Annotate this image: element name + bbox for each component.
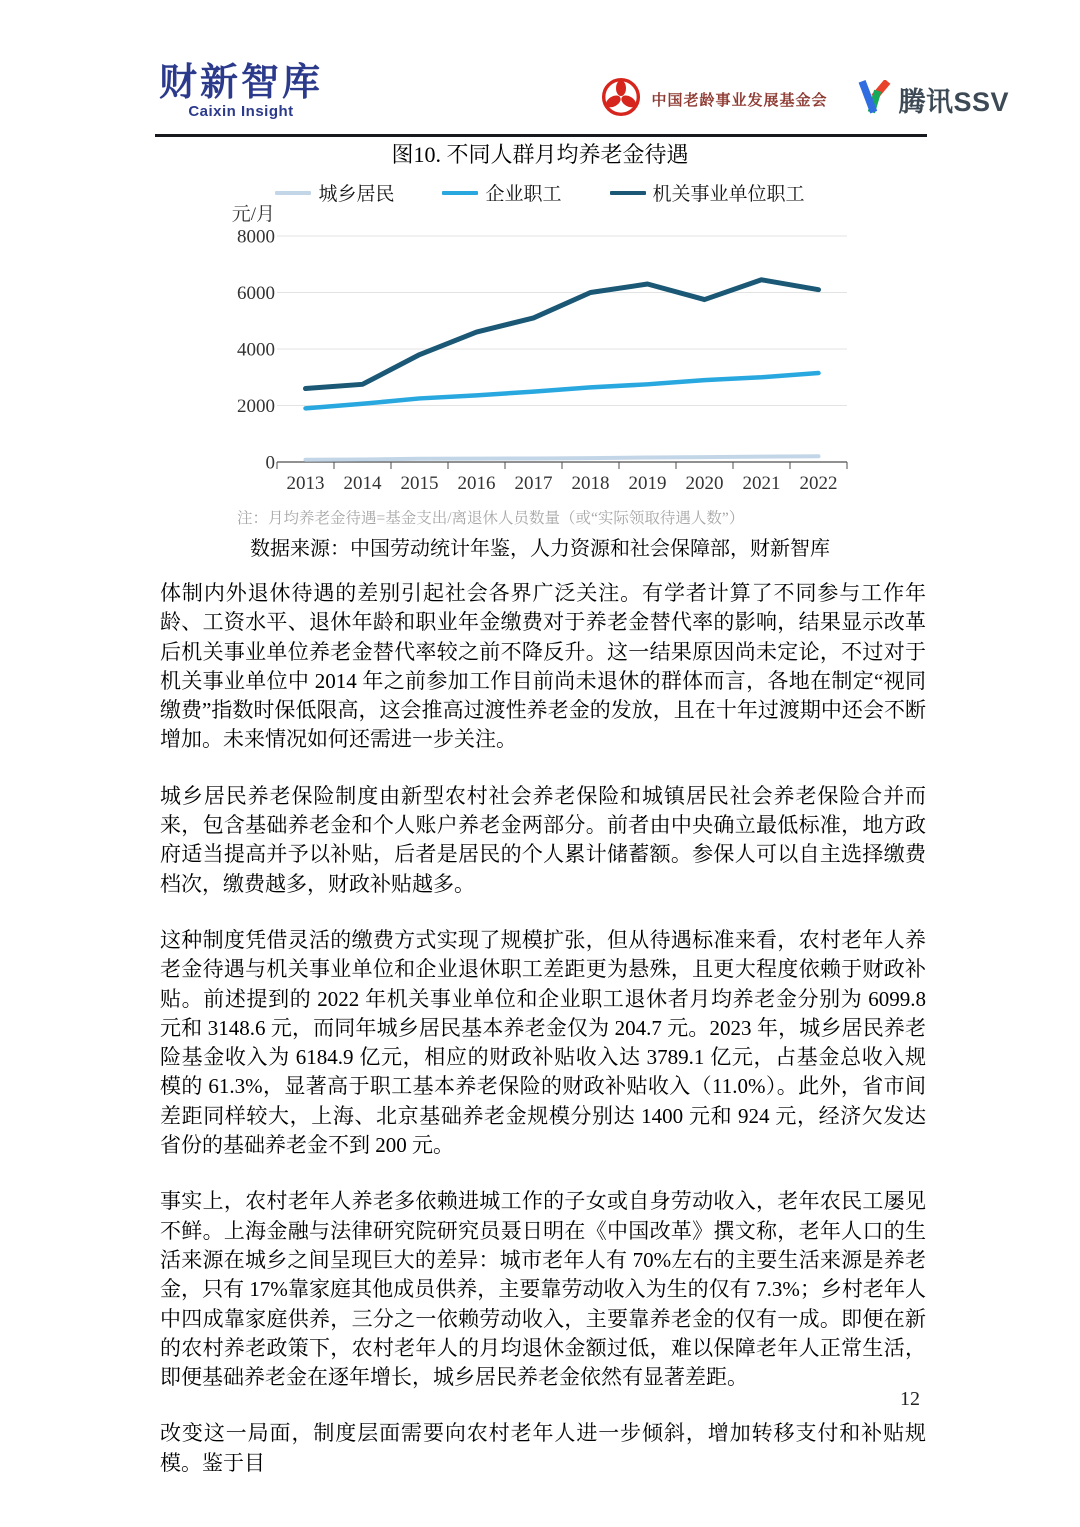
pension-line-chart bbox=[229, 202, 851, 502]
legend-label: 城乡居民 bbox=[318, 184, 395, 205]
caixin-logo-cn-text: 财新智库 bbox=[159, 62, 324, 104]
page-number: 12 bbox=[900, 1388, 920, 1410]
legend-label: 机关事业单位职工 bbox=[652, 184, 805, 205]
tencent-ssv-logo bbox=[857, 80, 1009, 119]
page-header bbox=[155, 58, 1009, 137]
x-tick-label: 2020 bbox=[685, 473, 724, 494]
y-axis-unit-label: 元/月 bbox=[231, 204, 275, 225]
tencent-ssv-text: 腾讯SSV bbox=[898, 87, 1009, 117]
x-tick-label: 2014 bbox=[343, 473, 382, 494]
paragraph: 改变这一局面，制度层面需要向农村老年人进一步倾斜，增加转移支付和补贴规模。鉴于目 bbox=[160, 1421, 926, 1475]
figure-data-source: 数据来源：中国劳动统计年鉴，人力资源和社会保障部，财新智库 bbox=[250, 538, 830, 560]
series-line bbox=[306, 373, 819, 408]
y-tick-label: 8000 bbox=[237, 226, 275, 248]
paragraph: 这种制度凭借灵活的缴费方式实现了规模扩张，但从待遇标准来看，农村老年人养老金待遇与机关事业单位和企业退休职工差距更为悬殊，且更大程度依赖于财政补贴。前述提到的 2022 年机关事业单位和企业职工退休者月均养老金分别为 6099.8 元和 3148.6 元，而同年城乡居民基本养老金仅为 204.7 元。2023 年，城乡居民养老险基金收入为 6184.9 亿元，相应的财政补贴收入达 3789.1 亿元，占基金总收入规模的 61.3%，显著高于职工基本养老保险的财政补贴收入（11.0%）。此外，省市间差距同样较大，上海、北京基础养老金规模分别达 1400 元和 924 元，经济欠发达省份的基础养老金不到 200 元。 bbox=[160, 927, 926, 1158]
y-tick-label: 2000 bbox=[237, 396, 275, 417]
caixin-insight-logo bbox=[159, 64, 323, 120]
x-tick-label: 2016 bbox=[457, 473, 496, 494]
foundation-emblem-icon bbox=[600, 76, 642, 123]
legend-label: 企业职工 bbox=[485, 184, 562, 205]
x-tick-label: 2021 bbox=[742, 473, 781, 494]
figure-title: 图10. 不同人群月均养老金待遇 bbox=[391, 142, 689, 167]
series-line bbox=[306, 280, 819, 389]
paragraph: 体制内外退休待遇的差别引起社会各界广泛关注。有学者计算了不同参与工作年龄、工资水平、退休年龄和职业年金缴费对于养老金替代率的影响，结果显示改革后机关事业单位养老金替代率较之前不降反升。这一结果原因尚未定论，不过对于机关事业单位中 2014 年之前参加工作目前尚未退休的群体而言，各地在制定“视同缴费”指数时保低限高，这会推高过渡性养老金的发放，且在十年过渡期中还会不断增加。未来情况如何还需进一步关注。 bbox=[160, 581, 926, 752]
legend-line-swatch bbox=[442, 191, 478, 195]
x-tick-label: 2019 bbox=[628, 473, 667, 494]
china-aging-foundation-logo bbox=[600, 76, 827, 123]
y-tick-label: 6000 bbox=[237, 283, 275, 304]
legend-line-swatch bbox=[275, 191, 311, 195]
x-tick-label: 2015 bbox=[400, 473, 439, 494]
foundation-name-text: 中国老龄事业发展基金会 bbox=[651, 93, 828, 109]
article bbox=[160, 579, 926, 1505]
y-tick-label: 4000 bbox=[237, 339, 275, 361]
figure-note: 注：月均养老金待遇=基金支出/离退休人员数量（或“实际领取待遇人数”） bbox=[237, 510, 745, 527]
tencent-ssv-icon bbox=[857, 80, 891, 119]
paragraph: 事实上，农村老年人养老多依赖进城工作的子女或自身劳动收入，老年农民工屡见不鲜。上海金融与法律研究院研究员聂日明在《中国改革》撰文称，老年人口的生活来源在城乡之间呈现巨大的差异：城市老年人有 70%左右的主要生活来源是养老金，只有 17%靠家庭其他成员供养，主要靠劳动收入为生的仅有 7.3%；乡村老年人中四成靠家庭供养，三分之一依赖劳动收入，主要靠养老金的仅有一成。即便在新的农村养老政策下，农村老年人的月均退休金额过低，难以保障老年人正常生活，即便基础养老金在逐年增长，城乡居民养老金依然有显著差距。 bbox=[160, 1189, 926, 1390]
x-tick-label: 2018 bbox=[571, 473, 610, 494]
x-tick-label: 2022 bbox=[799, 473, 838, 494]
caixin-logo-en-text: Caixin Insight bbox=[188, 103, 294, 120]
legend-line-swatch bbox=[610, 191, 646, 195]
x-tick-label: 2017 bbox=[514, 473, 553, 494]
series-line bbox=[306, 456, 819, 460]
x-tick-label: 2013 bbox=[286, 473, 325, 494]
y-tick-label: 0 bbox=[265, 452, 275, 474]
partner-logos bbox=[600, 76, 1009, 123]
paragraph: 城乡居民养老保险制度由新型农村社会养老保险和城镇居民社会养老保险合并而来，包含基础养老金和个人账户养老金两部分。前者由中央确立最低标准，地方政府适当提高并予以补贴，后者是居民的个人累计储蓄额。参保人可以自主选择缴费档次，缴费越多，财政补贴越多。 bbox=[160, 783, 926, 896]
